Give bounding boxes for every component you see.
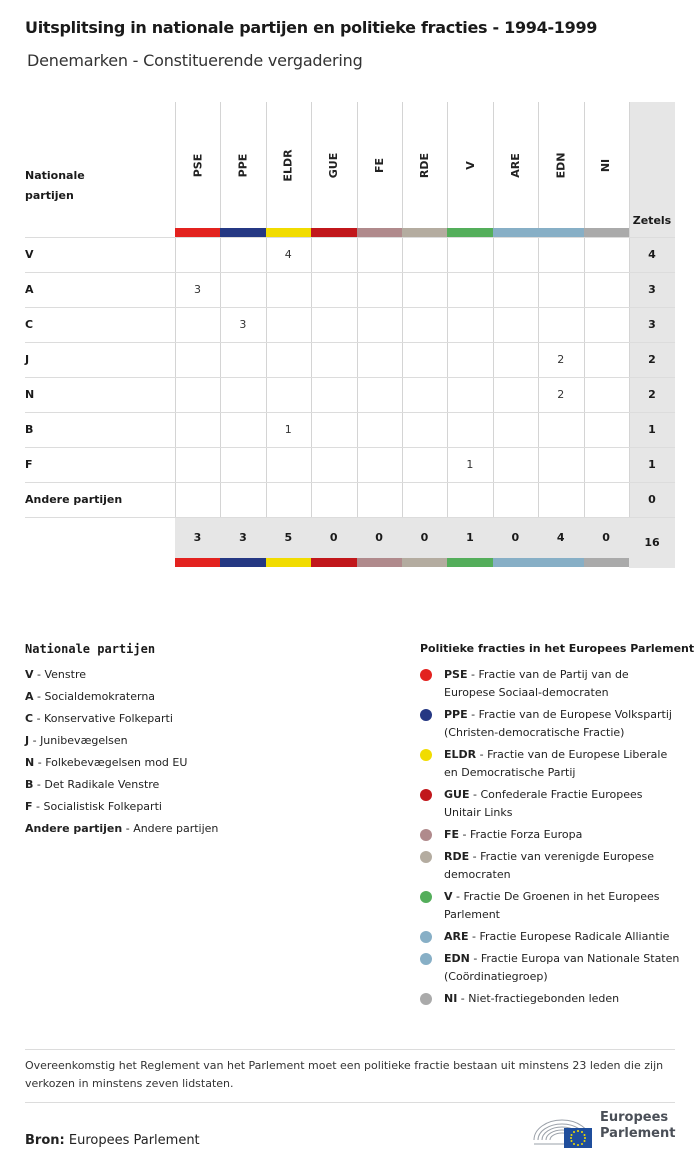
row-total: 1 <box>648 458 656 471</box>
group-color-bar <box>357 558 402 567</box>
column-total: 0 <box>420 531 429 544</box>
group-color-dot <box>420 993 432 1005</box>
group-legend-item: V - Fractie De Groenen in het Europees Parlement <box>444 890 660 921</box>
grid-line <box>25 412 675 413</box>
row-total: 2 <box>648 353 656 366</box>
column-total: 0 <box>329 531 338 544</box>
column-header-gue <box>311 102 356 228</box>
national-parties-header: Nationale partijen <box>25 169 85 202</box>
group-color-dot <box>420 891 432 903</box>
row-total: 0 <box>648 493 656 506</box>
row-total: 4 <box>648 248 656 261</box>
group-legend-item: PPE - Fractie van de Europese Volkspartij (Christen-democratische Fractie) <box>444 708 672 739</box>
group-color-dot <box>420 829 432 841</box>
row-total: 3 <box>648 318 656 331</box>
ep-logo <box>530 1110 680 1150</box>
group-color-bar <box>402 558 447 567</box>
group-color-bar <box>538 558 583 567</box>
row-label: Andere partijen <box>25 493 123 506</box>
group-color-dot <box>420 851 432 863</box>
row-total: 2 <box>648 388 656 401</box>
column-total: 4 <box>556 531 565 544</box>
grid-line <box>25 307 675 308</box>
group-color-bar <box>447 228 492 237</box>
group-legend-item: ELDR - Fractie van de Europese Liberale en Democratische Partij <box>444 748 668 779</box>
group-color-bar <box>266 228 311 237</box>
group-color-dot <box>420 789 432 801</box>
seat-cell: 1 <box>284 423 292 436</box>
row-total: 3 <box>648 283 656 296</box>
grid-line <box>25 447 675 448</box>
national-legend-item: C - Konservative Folkeparti <box>25 712 173 725</box>
row-label: C <box>25 318 34 331</box>
column-header-are <box>493 102 538 228</box>
group-color-bar <box>493 558 538 567</box>
group-color-dot <box>420 931 432 943</box>
column-header-label: RDE <box>418 152 431 178</box>
page-subtitle: Denemarken - Constituerende vergadering <box>27 51 363 70</box>
group-color-bar <box>402 228 447 237</box>
group-color-bar <box>447 558 492 567</box>
divider <box>25 1102 675 1103</box>
row-label: V <box>25 248 34 261</box>
group-color-bar <box>584 228 629 237</box>
group-color-bar <box>357 228 402 237</box>
column-header-edn <box>538 102 583 228</box>
row-total: 1 <box>648 423 656 436</box>
column-total: 0 <box>375 531 383 544</box>
group-color-dot <box>420 709 432 721</box>
group-legend-item: ARE - Fractie Europese Radicale Alliantie <box>444 930 670 943</box>
column-header-label: PPE <box>236 153 250 177</box>
seats-header: Zetels <box>632 214 672 227</box>
grid-line <box>25 237 675 238</box>
grid-line <box>25 272 675 273</box>
divider <box>25 1049 675 1050</box>
national-legend-item: V - Venstre <box>25 668 86 681</box>
column-header-v <box>447 102 492 228</box>
national-legend-item: A - Socialdemokraterna <box>25 690 156 703</box>
footnote: Overeenkomstig het Reglement van het Parlement moet een politieke fractie bestaan uit minstens 23 leden die zijn verkozen in minstens zeven lidstaten. <box>25 1059 664 1090</box>
column-header-label: ARE <box>508 152 522 178</box>
row-label: B <box>25 423 34 436</box>
column-total: 1 <box>466 531 474 544</box>
column-header-label: V <box>463 160 477 170</box>
column-header-pse <box>175 102 220 228</box>
logo-text: Europees Parlement <box>600 1110 676 1141</box>
group-color-bar <box>538 228 583 237</box>
national-legend-item: Andere partijen - Andere partijen <box>25 822 219 835</box>
group-legend-item: RDE - Fractie van verenigde Europese democraten <box>444 850 655 881</box>
group-legend-item: FE - Fractie Forza Europa <box>444 828 583 841</box>
seat-cell: 2 <box>557 353 565 366</box>
grid-line <box>25 482 675 483</box>
group-legend-item: EDN - Fractie Europa van Nationale Staten (Coördinatiegroep) <box>444 952 680 983</box>
group-color-bar <box>175 558 220 567</box>
column-header-fe <box>357 102 402 228</box>
column-header-label: NI <box>599 158 613 172</box>
national-legend-item: B - Det Radikale Venstre <box>25 778 160 791</box>
group-color-bar <box>311 228 356 237</box>
group-color-bar <box>175 228 220 237</box>
column-header-label: PSE <box>191 153 204 177</box>
group-legend-item: GUE - Confederale Fractie Europees Unitair Links <box>444 788 643 819</box>
group-color-bar <box>220 558 265 567</box>
national-legend-item: F - Socialistisk Folkeparti <box>25 800 162 813</box>
column-total: 0 <box>602 531 610 544</box>
seat-cell: 4 <box>284 248 292 261</box>
seat-cell: 2 <box>557 388 565 401</box>
national-legend-item: N - Folkebevægelsen mod EU <box>25 756 188 769</box>
group-legend-item: NI - Niet-fractiegebonden leden <box>444 992 620 1005</box>
column-total: 3 <box>193 531 202 544</box>
national-legend-title: Nationale partijen <box>25 642 156 656</box>
grand-total: 16 <box>644 536 660 549</box>
group-color-dot <box>420 953 432 965</box>
seat-cell: 3 <box>239 318 247 331</box>
column-header-label: ELDR <box>281 148 295 182</box>
source-line <box>25 1133 200 1148</box>
group-color-dot <box>420 749 432 761</box>
column-header-label: EDN <box>554 152 568 178</box>
group-color-bar <box>493 228 538 237</box>
group-color-bar <box>311 558 356 567</box>
column-header-label: FE <box>372 157 386 173</box>
hemicycle-icon <box>530 1110 594 1150</box>
column-total: 0 <box>511 531 520 544</box>
group-color-bar <box>220 228 265 237</box>
row-label: A <box>25 283 34 296</box>
column-header-label: GUE <box>327 152 341 178</box>
column-total: 3 <box>239 531 247 544</box>
column-header-ni <box>584 102 629 228</box>
group-color-dot <box>420 669 432 681</box>
row-label: N <box>25 388 35 401</box>
row-label: F <box>25 458 33 471</box>
national-legend-item: J - Junibevægelsen <box>25 734 128 747</box>
source-label: Bron: <box>25 1133 65 1148</box>
page-title: Uitsplitsing in nationale partijen en politieke fracties - 1994-1999 <box>25 18 598 37</box>
seat-cell: 3 <box>194 283 201 296</box>
column-header-rde <box>402 102 447 228</box>
column-header-ppe <box>220 102 265 228</box>
group-legend-item: PSE - Fractie van de Partij van de Europese Sociaal-democraten <box>444 668 629 699</box>
group-color-bar <box>584 558 629 567</box>
groups-legend-title: Politieke fracties in het Europees Parlement <box>420 642 695 655</box>
row-label: J <box>25 353 30 366</box>
column-total: 5 <box>284 531 293 544</box>
source-value: Europees Parlement <box>68 1133 200 1148</box>
seat-cell: 1 <box>466 458 474 471</box>
column-header-eldr <box>266 102 311 228</box>
group-color-bar <box>266 558 311 567</box>
